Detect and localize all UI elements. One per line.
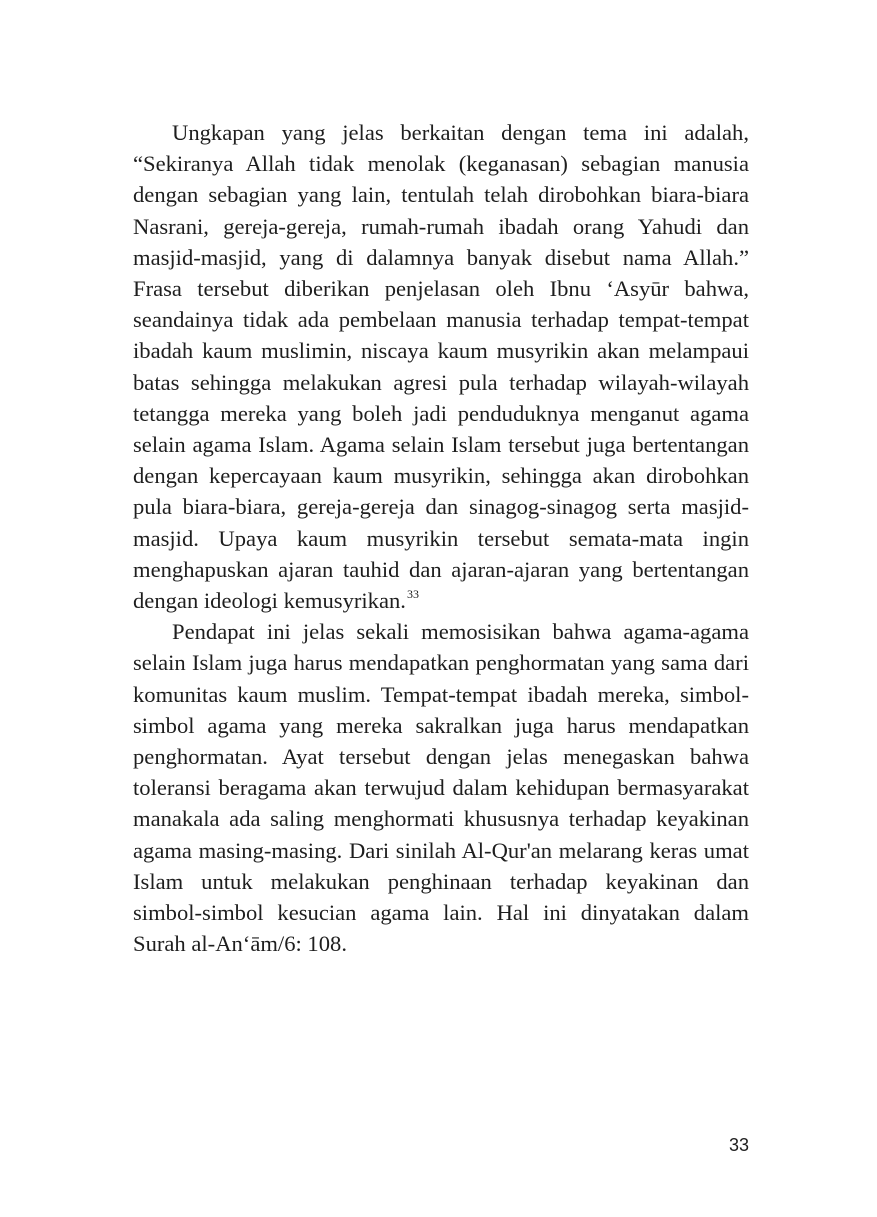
paragraph-1 (133, 117, 749, 616)
paragraph-2 (133, 616, 749, 959)
body-text (133, 117, 749, 959)
page-number: 33 (728, 1135, 749, 1155)
paragraph-2-text: Pendapat ini jelas sekali memosisikan bahwa agama-agama selain Islam juga harus mendapatkan penghormatan yang sama dari komunitas kaum muslim. Tempat-tempat ibadah mereka, simbol-simbol agama yang mereka sakralkan juga harus mendapatkan penghormatan. Ayat tersebut dengan jelas menegaskan bahwa toleransi beragama akan terwujud dalam kehidupan bermasyarakat manakala ada saling menghormati khususnya terhadap keyakinan agama masing-masing. Dari sinilah Al-Qur'an melarang keras umat Islam untuk melakukan penghinaan terhadap keyakinan dan simbol-simbol kesucian agama lain. Hal ini dinyatakan dalam Surah al-An‘ām/6: 108. (133, 619, 749, 957)
footnote-reference: 33 (406, 587, 419, 602)
paragraph-1-text: Ungkapan yang jelas berkaitan dengan tema ini adalah, “Sekiranya Allah tidak menolak (keganasan) sebagian manusia dengan sebagian yang lain, tentulah telah dirobohkan biara-biara Nasrani, gereja-gereja, rumah-rumah ibadah orang Yahudi dan masjid-masjid, yang di dalamnya banyak disebut nama Allah.” Frasa tersebut diberikan penjelasan oleh Ibnu ‘Asyūr bahwa, seandainya tidak ada pembelaan manusia terhadap tempat-tempat ibadah kaum muslimin, niscaya kaum musyrikin akan melampaui batas sehingga melakukan agresi pula terhadap wilayah-wilayah tetangga mereka yang boleh jadi penduduknya menganut agama selain agama Islam. Agama selain Islam tersebut juga bertentangan dengan kepercayaan kaum musyrikin, sehingga akan dirobohkan pula biara-biara, gereja-gereja dan sinagog-sinagog serta masjid-masjid. Upaya kaum musyrikin tersebut semata-mata ingin menghapuskan ajaran tauhid dan ajaran-ajaran yang bertentangan dengan ideologi kemusyrikan. (133, 120, 749, 614)
